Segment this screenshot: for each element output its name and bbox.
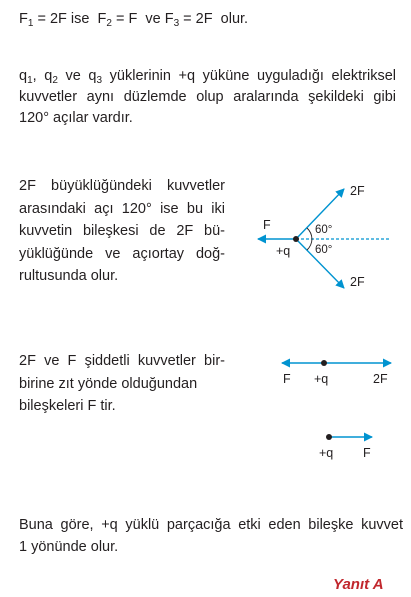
intro-line-1: $q_1$, $q_2$ ve $q_3$ yüklerinin +q yüküne uyguladığı elektriksel [19, 68, 397, 86]
label-left-f: F [263, 218, 271, 232]
charge-dot [293, 236, 299, 242]
section1-line: kuvvetin bileşkesi de 2F bü- [19, 223, 225, 239]
conclusion-line-1: Buna göre, +q yüklü parçacığa etki eden bileşke kuvvet [19, 517, 403, 533]
section1-line: rultusunda olur. [19, 268, 119, 284]
conclusion-line-2: 1 yönünde olur. [19, 539, 119, 555]
label-charge: +q [319, 446, 334, 460]
header-formula: $F_1 = 2F$ ise $F_2 = F$ ve $F_3 = 2F$ olur. [19, 11, 249, 29]
label-charge: +q [314, 372, 329, 386]
section2-line: birine zıt yönde olduğundan [19, 375, 198, 392]
label-right-f: F [363, 446, 371, 460]
intro-line-2: kuvvetler aynı düzlemde olup aralarında şekildeki gibi [19, 89, 396, 105]
charge-dot [321, 360, 327, 366]
intro-paragraph [19, 66, 396, 129]
section1-line: arasındaki açı 120° ise bu iki [19, 200, 225, 217]
angle-label-top: 60° [315, 224, 333, 236]
charge-dot [326, 434, 332, 440]
resultant-force-diagram [310, 425, 385, 465]
section1-line: yüklüğünde ve açıortay doğ- [19, 245, 225, 262]
label-right-2f: 2F [373, 372, 388, 386]
section2-text [19, 350, 225, 418]
label-top-2f: 2F [350, 184, 365, 198]
intro-line-3: 120° açılar vardır. [19, 110, 133, 126]
label-left-f: F [283, 372, 291, 386]
section1-text [19, 175, 225, 288]
section2-line: bileşkeleri F tir. [19, 398, 116, 414]
opposite-forces-diagram [270, 350, 400, 390]
conclusion-paragraph [19, 514, 403, 558]
angle-label-bottom: 60° [315, 244, 333, 256]
label-bottom-2f: 2F [350, 275, 365, 289]
angle-arc-bottom [307, 239, 312, 250]
force-diagram-120deg [240, 175, 405, 300]
label-charge: +q [276, 244, 291, 258]
answer-label: Yanıt A [333, 576, 384, 593]
section1-line: 2F büyüklüğündeki kuvvetler [19, 178, 225, 194]
section2-line: 2F ve F şiddetli kuvvetler bir- [19, 353, 225, 369]
angle-arc-top [307, 228, 312, 239]
